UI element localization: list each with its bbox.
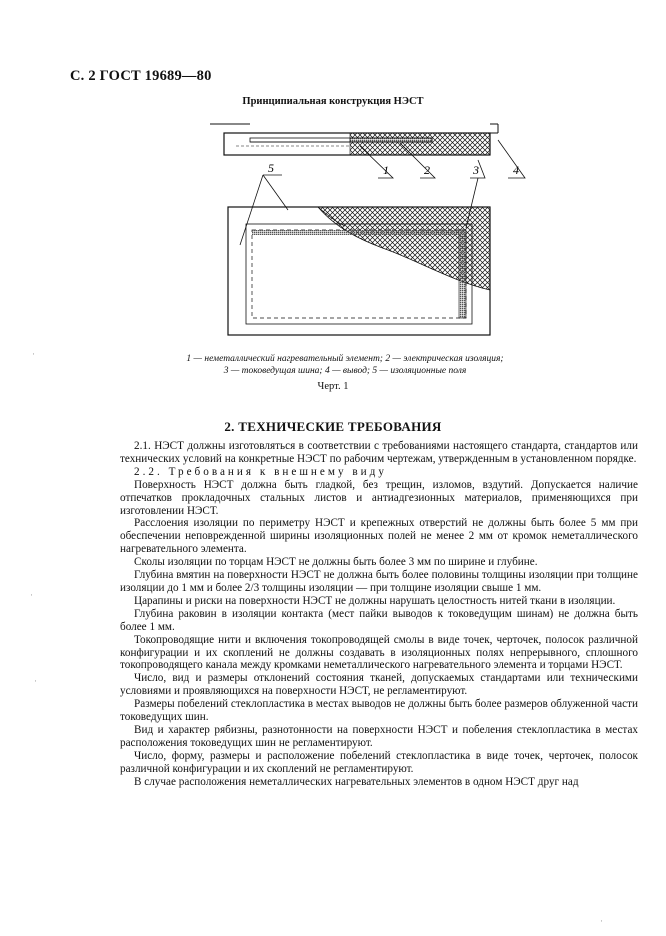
- section-view: [210, 124, 498, 155]
- scan-mark: ·: [600, 916, 603, 926]
- paragraph: Царапины и риски на поверхности НЭСТ не должны нарушать целостность нитей ткани в изоляции.: [134, 594, 616, 607]
- callout-5-upper: 5: [268, 161, 274, 175]
- scan-mark: ·: [30, 590, 33, 600]
- paragraph: Число, форму, размеры и расположение побелений стеклопластика в виде точек, черточек, полосок различной конфигурации и их скоплений не регламентируют.: [120, 749, 638, 775]
- paragraph: В случае расположения неметаллических нагревательных элементов в одном НЭСТ друг над: [134, 775, 579, 788]
- callout-2: 2: [424, 163, 430, 177]
- paragraph: Вид и характер рябизны, разнотонности на поверхности НЭСТ и побеления стеклопластика в местах расположения токоведущих шин не регламентируют.: [120, 723, 638, 749]
- paragraph: Глубина раковин в изоляции контакта (мест пайки выводов к токоведущим шинам) не должна быть более 1 мм.: [120, 607, 638, 633]
- scan-mark: ·: [32, 349, 35, 359]
- paragraph: Поверхность НЭСТ должна быть гладкой, без трещин, изломов, вздутий. Допускается наличие отпечатков прокладочных стальных листов и антиадгезионных материалов, применяющихся при изготовлении НЭСТ.: [120, 478, 638, 517]
- paragraph: Расслоения изоляции по периметру НЭСТ и крепежных отверстий не должны быть более 5 мм при обеспечении неповрежденной ширины изоляционных полей не менее 2 мм от кромок неметаллического нагревательного элемента.: [120, 517, 638, 556]
- paragraph-2-2-heading: 2.2. Требования к внешнему виду: [134, 465, 387, 478]
- paragraph: Число, вид и размеры отклонений состояния тканей, допускаемых стандартами или техническими условиями и проявляющихся на поверхности НЭСТ, не регламентируют.: [120, 672, 638, 698]
- paragraph: Размеры побелений стеклопластика в местах выводов не должны быть более размеров облуженной части токоведущих шин.: [120, 698, 638, 724]
- paragraph: Глубина вмятин на поверхности НЭСТ не должна быть более половины толщины изоляции при толщине изоляции до 1 мм и более 2/3 толщины изоляции — при толщине изоляции свыше 1 мм.: [120, 569, 638, 594]
- construction-drawing: [0, 0, 666, 350]
- page-header: С. 2 ГОСТ 19689—80: [70, 68, 212, 84]
- plan-view: [228, 207, 490, 335]
- body-text: [120, 440, 638, 788]
- paragraph: Сколы изоляции по торцам НЭСТ не должны быть более 3 мм по ширине и глубине.: [134, 556, 538, 569]
- section-title: 2. ТЕХНИЧЕСКИЕ ТРЕБОВАНИЯ: [224, 419, 442, 434]
- callout-3: 3: [473, 163, 479, 177]
- callout-1: 1: [383, 163, 389, 177]
- scan-mark: ·: [34, 676, 37, 686]
- paragraph: Токопроводящие нити и включения токопроводящей смолы в виде точек, черточек, полосок различной конфигурации и их скоплений не должны создавать в изоляционных полях непрерывного, сплошного токопроводящего канала между кромками неметаллического нагревательного элемента и торцами НЭСТ.: [120, 633, 638, 672]
- figure-caption: [150, 353, 540, 377]
- paragraph-2-1: 2.1. НЭСТ должны изготовляться в соответствии с требованиями настоящего стандарта, стандартов или технических условий на конкретные НЭСТ по рабочим чертежам, утвержденным в установленном порядке.: [120, 440, 638, 465]
- figure-title: Принципиальная конструкция НЭСТ: [242, 96, 424, 107]
- caption-line-2: 3 — токоведущая шина; 4 — вывод; 5 — изоляционные поля: [223, 366, 467, 376]
- caption-line-1: 1 — неметаллический нагревательный элемент; 2 — электрическая изоляция;: [186, 354, 504, 364]
- callout-4: 4: [513, 163, 519, 177]
- figure-label: Черт. 1: [317, 381, 349, 392]
